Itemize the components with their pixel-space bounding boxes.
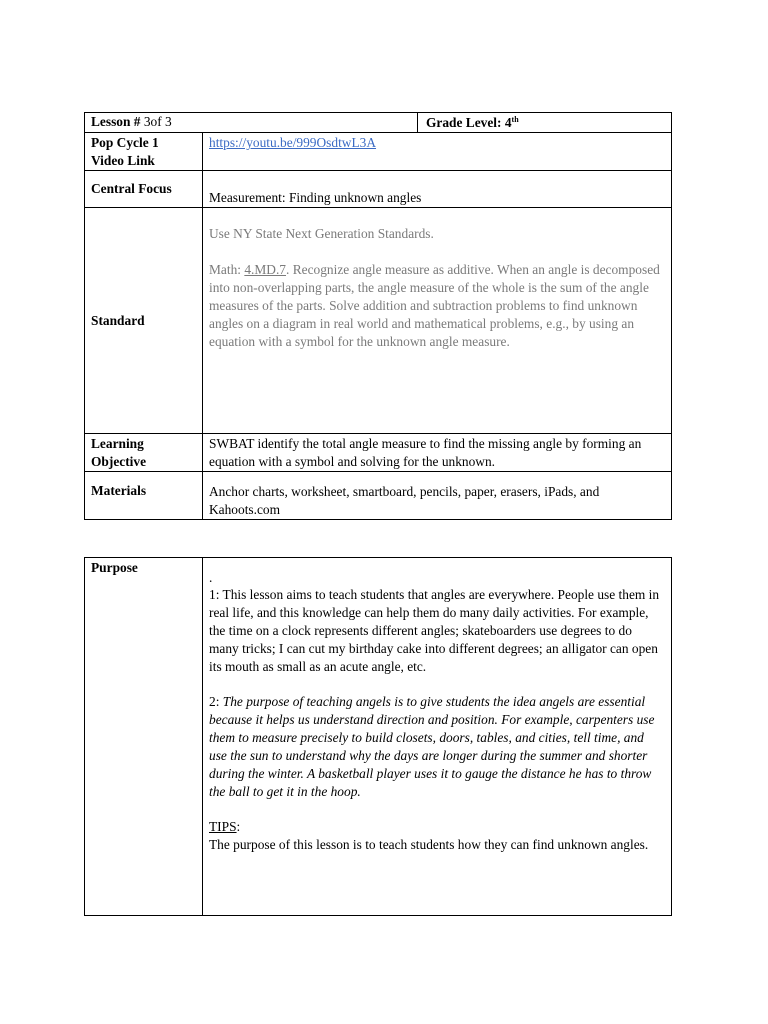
grade-level-suffix: th xyxy=(511,114,519,124)
purpose-label: Purpose xyxy=(85,558,203,916)
video-link-label-line2: Video Link xyxy=(91,153,155,168)
standard-math-prefix: Math: xyxy=(209,262,245,277)
tips-text: The purpose of this lesson is to teach students how they can find unknown angles. xyxy=(209,837,649,852)
video-link-label-line1: Pop Cycle 1 xyxy=(91,135,159,150)
video-link-row xyxy=(85,133,672,171)
standard-intro: Use NY State Next Generation Standards. xyxy=(209,226,434,241)
materials-row xyxy=(85,472,672,520)
central-focus-label: Central Focus xyxy=(85,171,203,208)
standard-cell xyxy=(203,208,672,434)
learning-objective-label-line2: Objective xyxy=(91,454,147,469)
lesson-number-value: 3of 3 xyxy=(143,114,172,129)
learning-objective-value: SWBAT identify the total angle measure to find the missing angle by forming an equation with a symbol and solving for the unknown. xyxy=(203,434,672,472)
learning-objective-label xyxy=(85,434,203,472)
materials-label: Materials xyxy=(85,472,203,520)
learning-objective-row xyxy=(85,434,672,472)
purpose-point-2 xyxy=(209,693,663,801)
purpose-row xyxy=(85,558,672,916)
lesson-number-cell xyxy=(85,113,418,133)
purpose-point-2-text: The purpose of teaching angels is to give students the idea angels are essential because it helps us understand direction and position. For example, carpenters use them to measure precisely to build closets, doors, tables, and cities, tell time, and use the sun to understand why the days are longer during the summer and shorter during the winter. A basketball player uses it to gauge the distance he has to throw the ball to get it in the hoop. xyxy=(209,694,655,799)
lesson-number-label: Lesson # xyxy=(91,114,141,129)
standard-row xyxy=(85,208,672,434)
tips-label: TIPS xyxy=(209,819,237,834)
materials-value: Anchor charts, worksheet, smartboard, pencils, paper, erasers, iPads, and Kahoots.com xyxy=(203,472,672,520)
purpose-cell xyxy=(203,558,672,916)
tips-colon: : xyxy=(236,819,241,834)
video-link-label xyxy=(85,133,203,171)
central-focus-value: Measurement: Finding unknown angles xyxy=(203,171,672,208)
standard-text: . Recognize angle measure as additive. When an angle is decomposed into non-overlapping parts, the angle measure of the whole is the sum of the angle measures of the parts. Solve addition and subtraction problems to find unknown angles on a diagram in real world and mathematical problems, e.g., by using an equation with a symbol for the unknown angle measure. xyxy=(209,262,660,349)
tips-heading xyxy=(209,818,663,836)
purpose-point-1: 1: This lesson aims to teach students that angles are everywhere. People use them in real life, and this knowledge can help them do many daily activities. For example, the time on a clock represents different angles; skateboarders use degrees to do many tricks; I can cut my birthday cake into different degrees; an alligator can open its mouth as small as an acute angle, etc. xyxy=(209,587,660,674)
learning-objective-label-line1: Learning xyxy=(91,436,144,451)
grade-level-label: Grade Level: 4 xyxy=(426,115,512,130)
lesson-header-row xyxy=(85,113,672,133)
grade-level-cell xyxy=(418,113,672,133)
video-link[interactable]: https://youtu.be/999OsdtwL3A xyxy=(209,135,377,150)
standard-label: Standard xyxy=(85,208,203,434)
standard-math xyxy=(209,261,665,351)
purpose-table xyxy=(84,557,672,916)
purpose-dot: . xyxy=(209,570,213,585)
standard-code: 4.MD.7 xyxy=(244,262,287,277)
lesson-plan-table xyxy=(84,112,672,520)
purpose-point-2-prefix: 2: xyxy=(209,694,223,709)
central-focus-row xyxy=(85,171,672,208)
video-link-cell xyxy=(203,133,672,171)
